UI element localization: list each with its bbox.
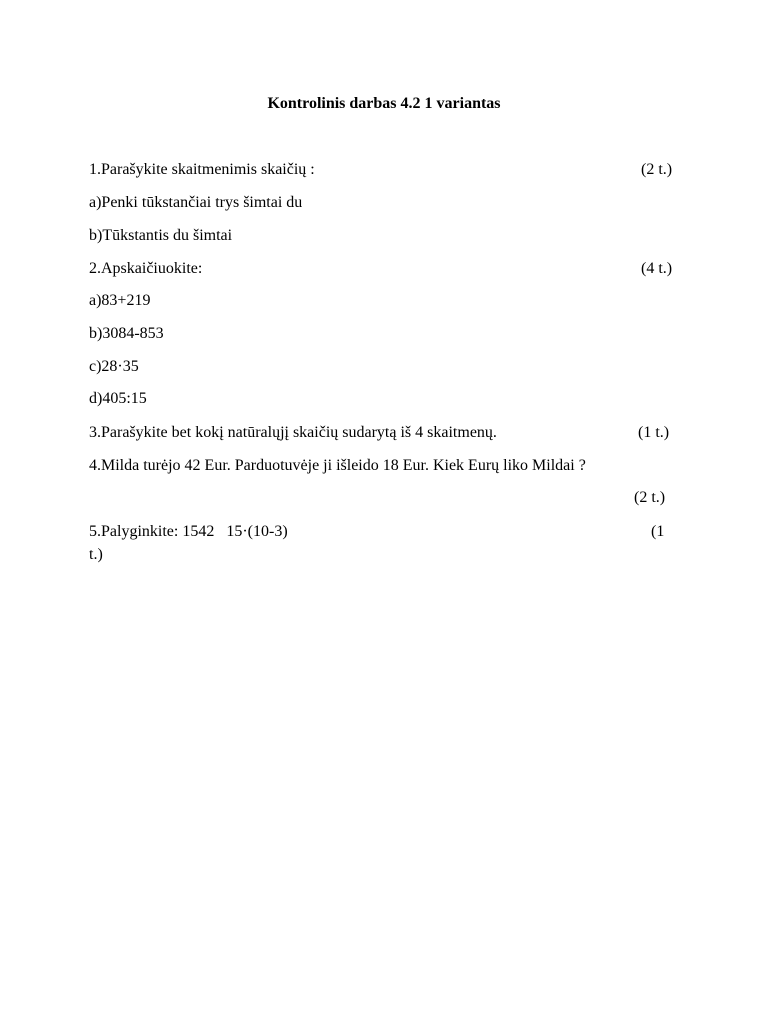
question-1b: b)Tūkstantis du šimtai (89, 227, 233, 244)
question-5-points-close: t.) (89, 546, 103, 563)
question-2-points: (4 t.) (641, 260, 673, 277)
question-4-points: (2 t.) (634, 489, 666, 506)
question-1-points: (2 t.) (641, 161, 673, 178)
question-2b: b)3084-853 (89, 325, 164, 342)
question-4-text: 4.Milda turėjo 42 Eur. Parduotuvėje ji išleido 18 Eur. Kiek Eurų liko Mildai ? (89, 457, 586, 474)
question-1a: a)Penki tūkstančiai trys šimtai du (89, 194, 303, 211)
question-2d: d)405:15 (89, 390, 147, 407)
worksheet-title: Kontrolinis darbas 4.2 1 variantas (267, 95, 501, 112)
question-5-text: 5.Palyginkite: 1542 15·(10-3) (89, 523, 288, 540)
question-2c: c)28·35 (89, 358, 139, 375)
question-2a: a)83+219 (89, 292, 151, 309)
question-3-text: 3.Parašykite bet kokį natūralųjį skaičių sudarytą iš 4 skaitmenų. (89, 424, 497, 441)
question-2-text: 2.Apskaičiuokite: (89, 260, 203, 277)
question-3-points: (1 t.) (638, 424, 670, 441)
question-1-text: 1.Parašykite skaitmenimis skaičių : (89, 161, 315, 178)
question-5-points-open: (1 (651, 523, 665, 540)
